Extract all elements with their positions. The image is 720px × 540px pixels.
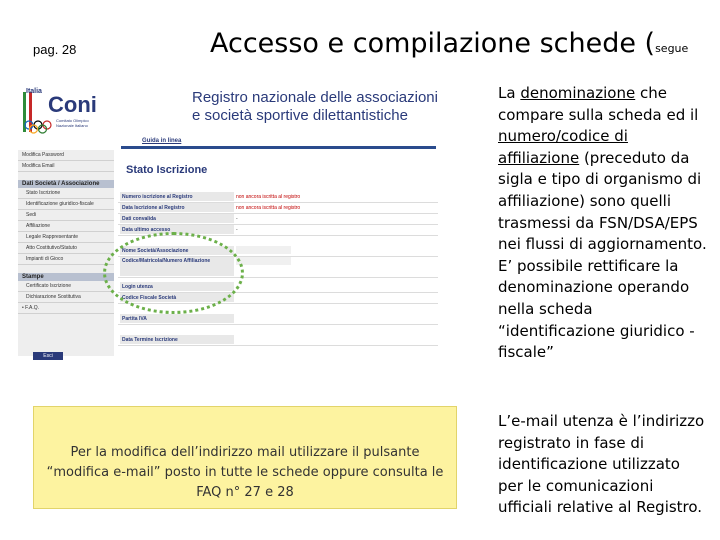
row-label: Login utenza xyxy=(120,282,234,291)
sidebar xyxy=(18,150,114,356)
row-label: Partita IVA xyxy=(120,314,234,323)
sidebar-item-registration-status[interactable]: Stato Iscrizione xyxy=(18,188,114,199)
sidebar-item-faq[interactable] xyxy=(18,303,114,314)
notice-box xyxy=(33,406,457,509)
sidebar-item-locations[interactable]: Sedi xyxy=(18,210,114,221)
brand-subtitle: Comitato Olimpico Nazionale Italiano xyxy=(56,118,89,128)
section-title: Stato Iscrizione xyxy=(126,164,208,176)
desc-term: e-mail utenza xyxy=(511,412,614,430)
table-row xyxy=(118,335,438,346)
desc-text: (preceduto da sigla e tipo di organismo di affiliazione) sono quelli trasmessi da FSN/DSA/EPS nei flussi di aggiornamento. E’ possibile rettificare la denominazione operando nella scheda “identificazione giuridico -fiscale” xyxy=(498,148,707,362)
table-row xyxy=(118,314,438,325)
row-label: Codice/Matricola/Numero Affiliazione xyxy=(120,257,234,276)
brand-country: Italia xyxy=(26,88,42,95)
desc-term: numero/codice di affiliazione xyxy=(498,127,628,167)
registry-screenshot xyxy=(18,84,456,372)
page-title xyxy=(210,28,688,59)
sidebar-section-prints: Stampe xyxy=(18,273,114,281)
row-label: Numero iscrizione al Registro xyxy=(120,192,234,201)
bullet-icon: • xyxy=(22,305,26,311)
sidebar-item-affiliation[interactable]: Affiliazione xyxy=(18,221,114,232)
registry-title-line2: e società sportive dilettantistiche xyxy=(192,107,408,124)
registry-title xyxy=(192,89,438,125)
highlight-ellipse xyxy=(103,232,244,314)
row-label: Dati convalida xyxy=(120,214,234,223)
olympic-rings-icon xyxy=(24,120,52,134)
row-value: - xyxy=(236,216,238,222)
desc-text: è l’indirizzo registrato in fase di identificazione utilizzato per le comunicazioni ufficiali relative al Registro. xyxy=(498,412,705,517)
row-label: Codice Fiscale Società xyxy=(120,293,234,302)
sidebar-item-modify-password[interactable]: Modifica Password xyxy=(18,150,114,161)
logout-button[interactable]: Esci xyxy=(33,352,63,360)
faq-label: F.A.Q. xyxy=(25,305,40,311)
desc-text: La xyxy=(498,84,521,102)
row-value: - xyxy=(236,227,238,233)
notice-text: Per la modifica dell’indirizzo mail utilizzare il pulsante “modifica e-mail” posto in tutte le schede oppure consulta le FAQ n° 27 e 28 xyxy=(46,445,444,500)
row-label: Data ultimo accesso xyxy=(120,225,234,234)
table-row xyxy=(118,214,438,225)
sidebar-item-certificate[interactable]: Certificato Iscrizione xyxy=(18,281,114,292)
sidebar-item-legal-representative[interactable]: Legale Rappresentante xyxy=(18,232,114,243)
sidebar-item-articles-statute[interactable]: Atto Costitutivo/Statuto xyxy=(18,243,114,254)
sidebar-item-modify-email[interactable]: Modifica Email xyxy=(18,161,114,172)
header-divider xyxy=(121,146,436,149)
brand-logo: Coni xyxy=(48,92,97,117)
row-label: Data Termine Iscrizione xyxy=(120,335,234,344)
email-paragraph xyxy=(498,411,708,519)
sidebar-item-facilities[interactable]: Impianti di Gioco xyxy=(18,254,114,265)
registry-title-line1: Registro nazionale delle associazioni xyxy=(192,89,438,106)
affiliation-code-field xyxy=(236,257,291,265)
help-link[interactable]: Guida in linea xyxy=(142,138,182,144)
sidebar-item-declaration[interactable]: Dichiarazione Sostitutiva xyxy=(18,292,114,303)
company-name-field xyxy=(236,246,291,254)
row-label: Nome Società/Associazione xyxy=(120,246,234,255)
title-suffix: segue xyxy=(655,42,689,55)
row-value: non ancora iscritta al registro xyxy=(236,194,301,200)
table-row xyxy=(118,203,438,214)
row-label: Data Iscrizione al Registro xyxy=(120,203,234,212)
title-main: Accesso e compilazione schede ( xyxy=(210,28,656,59)
desc-term: denominazione xyxy=(520,84,636,102)
sidebar-section-company-data: Dati Società / Associazione xyxy=(18,180,114,188)
table-row xyxy=(118,192,438,203)
description-paragraph xyxy=(498,83,708,364)
desc-text: L’ xyxy=(498,412,512,430)
desc-text: che compare sulla scheda ed il xyxy=(498,84,699,124)
sidebar-item-legal-fiscal-id[interactable]: Identificazione giuridico-fiscale xyxy=(18,199,114,210)
row-value: non ancora iscritta al registro xyxy=(236,205,301,211)
page-number: pag. 28 xyxy=(33,42,77,57)
